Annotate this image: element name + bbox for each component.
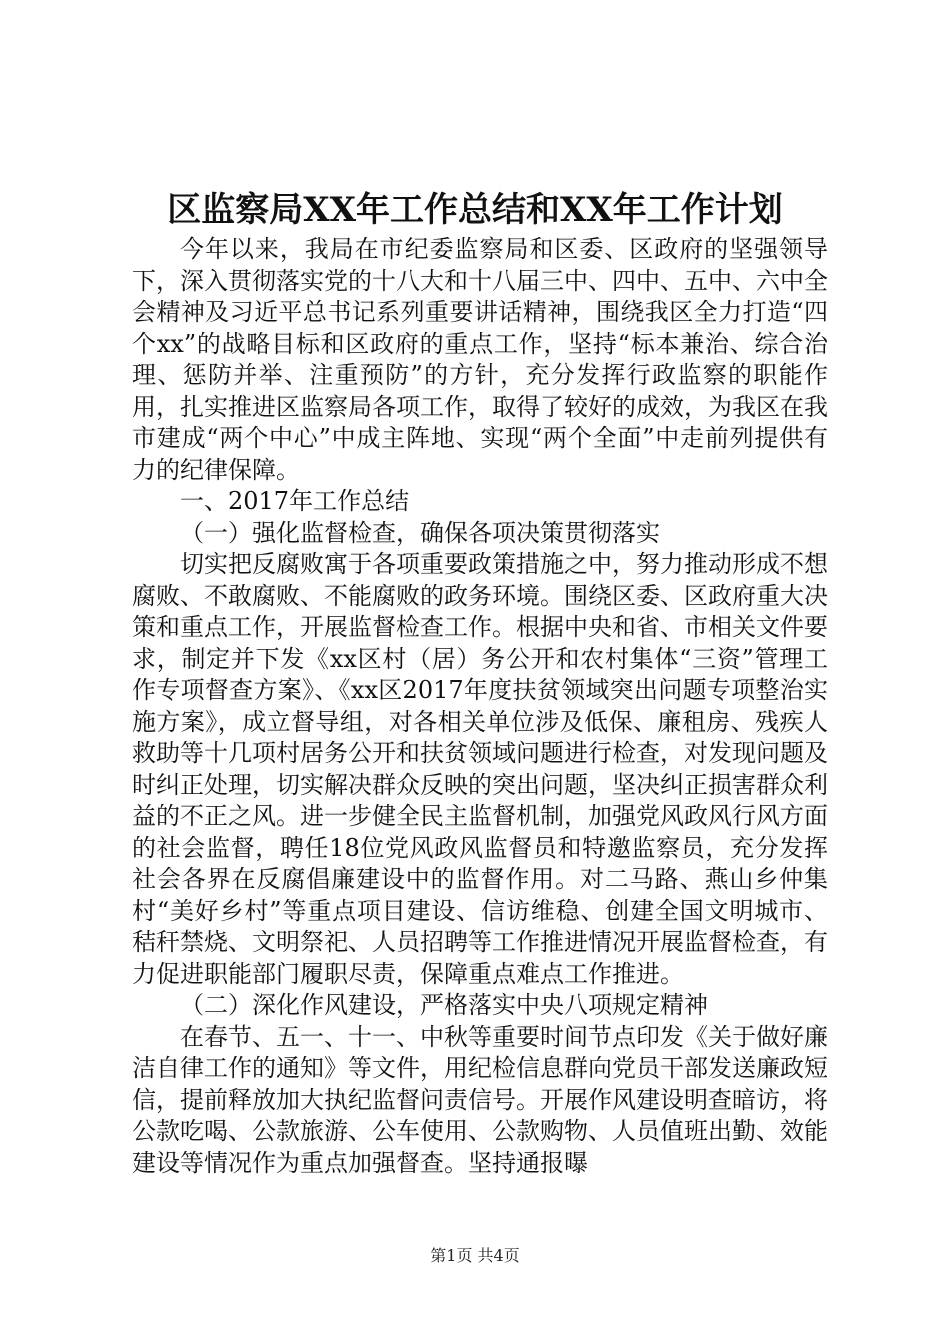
section-heading-summary: 一、2017年工作总结 — [180, 487, 410, 515]
subsection-heading-2: （二）深化作风建设，严格落实中央八项规定精神 — [180, 991, 708, 1019]
subsection-paragraph-1: 切实把反腐败寓于各项重要政策措施之中，努力推动形成不想腐败、不敢腐败、不能腐败的政务环境。围绕区委、区政府重大决策和重点工作，开展监督检查工作。根据中央和省、市相关文件要求，制定并下发《xx区村（居）务公开和农村集体“三资”管理工作专项督查方案》、《xx区2017年度扶贫领域突出问题专项整治实施方案》，成立督导组，对各相关单位涉及低保、廉租房、残疾人救助等十几项村居务公开和扶贫领域问题进行检查，对发现问题及时纠正处理，切实解决群众反映的突出问题，坚决纠正损害群众利益的不正之风。进一步健全民主监督机制，加强党风政风行风方面的社会监督，聘任18位党风政风监督员和特邀监察员，充分发挥社会各界在反腐倡廉建设中的监督作用。对二马路、燕山乡仲集村“美好乡村”等重点项目建设、信访维稳、创建全国文明城市、秸秆禁烧、文明祭祀、人员招聘等工作推进情况开展监督检查，有力促进职能部门履职尽责，保障重点难点工作推进。 — [132, 550, 828, 988]
document-body — [132, 234, 828, 1179]
intro-paragraph: 今年以来，我局在市纪委监察局和区委、区政府的坚强领导下，深入贯彻落实党的十八大和十八届三中、四中、五中、六中全会精神及习近平总书记系列重要讲话精神，围绕我区全力打造“四个xx”的战略目标和区政府的重点工作，坚持“标本兼治、综合治理、惩防并举、注重预防”的方针，充分发挥行政监察的职能作用，扎实推进区监察局各项工作，取得了较好的成效，为我区在我市建成“两个中心”中成主阵地、实现“两个全面”中走前列提供有力的纪律保障。 — [132, 235, 828, 484]
page-number-footer: 第1页 共4页 — [430, 1246, 520, 1265]
subsection-paragraph-2: 在春节、五一、十一、中秋等重要时间节点印发《关于做好廉洁自律工作的通知》等文件，用纪检信息群向党员干部发送廉政短信，提前释放加大执纪监督问责信号。开展作风建设明查暗访，将公款吃喝、公款旅游、公车使用、公款购物、人员值班出勤、效能建设等情况作为重点加强督查。坚持通报曝 — [132, 1022, 828, 1177]
document-title: 区监察局XX年工作总结和XX年工作计划 — [167, 190, 783, 230]
subsection-heading-1: （一）强化监督检查，确保各项决策贯彻落实 — [180, 518, 660, 547]
